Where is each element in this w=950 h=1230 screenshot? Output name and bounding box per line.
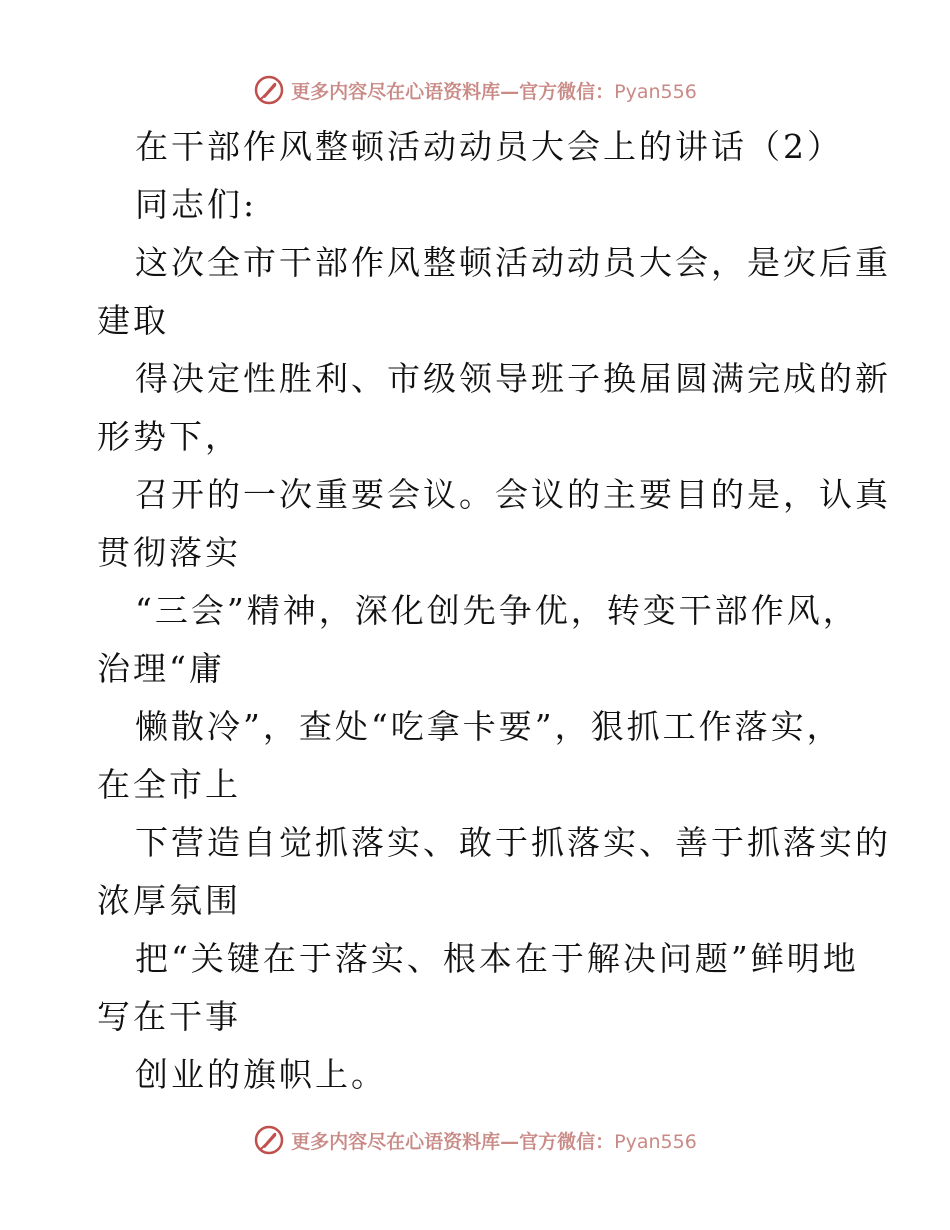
watermark-text: 更多内容尽在心语资料库—官方微信：Pyan556 <box>291 80 697 103</box>
document-line: 同志们: <box>135 185 258 224</box>
document-body <box>97 118 891 1104</box>
document-line: 召开的一次重要会议。会议的主要目的是，认真 <box>135 475 891 514</box>
footer-watermark <box>0 1120 950 1160</box>
header-watermark <box>0 70 950 110</box>
document-line: 浓厚氛围 <box>97 881 241 920</box>
document-line: 懒散冷”，查处“吃拿卡要”，狠抓工作落实， <box>135 707 843 746</box>
document-line: 建取 <box>97 301 169 340</box>
document-line: 形势下， <box>97 417 241 456</box>
feather-pen-logo-icon <box>253 1124 285 1156</box>
document-line: 下营造自觉抓落实、敢于抓落实、善于抓落实的 <box>135 823 891 862</box>
feather-pen-logo-icon <box>253 74 285 106</box>
document-line: 贯彻落实 <box>97 533 241 572</box>
document-line: 在全市上 <box>97 765 241 804</box>
document-line: 创业的旗帜上。 <box>135 1055 387 1094</box>
document-line: 治理“庸 <box>97 649 225 688</box>
document-line: 在干部作风整顿活动动员大会上的讲话（2） <box>135 127 843 166</box>
document-line: “三会”精神，深化创先争优，转变干部作风， <box>135 591 859 630</box>
document-line: 这次全市干部作风整顿活动动员大会，是灾后重 <box>135 243 891 282</box>
watermark-text: 更多内容尽在心语资料库—官方微信：Pyan556 <box>291 1130 697 1153</box>
document-line: 把“关键在于落实、根本在于解决问题”鲜明地 <box>135 939 859 978</box>
document-line: 得决定性胜利、市级领导班子换届圆满完成的新 <box>135 359 891 398</box>
document-line: 写在干事 <box>97 997 241 1036</box>
